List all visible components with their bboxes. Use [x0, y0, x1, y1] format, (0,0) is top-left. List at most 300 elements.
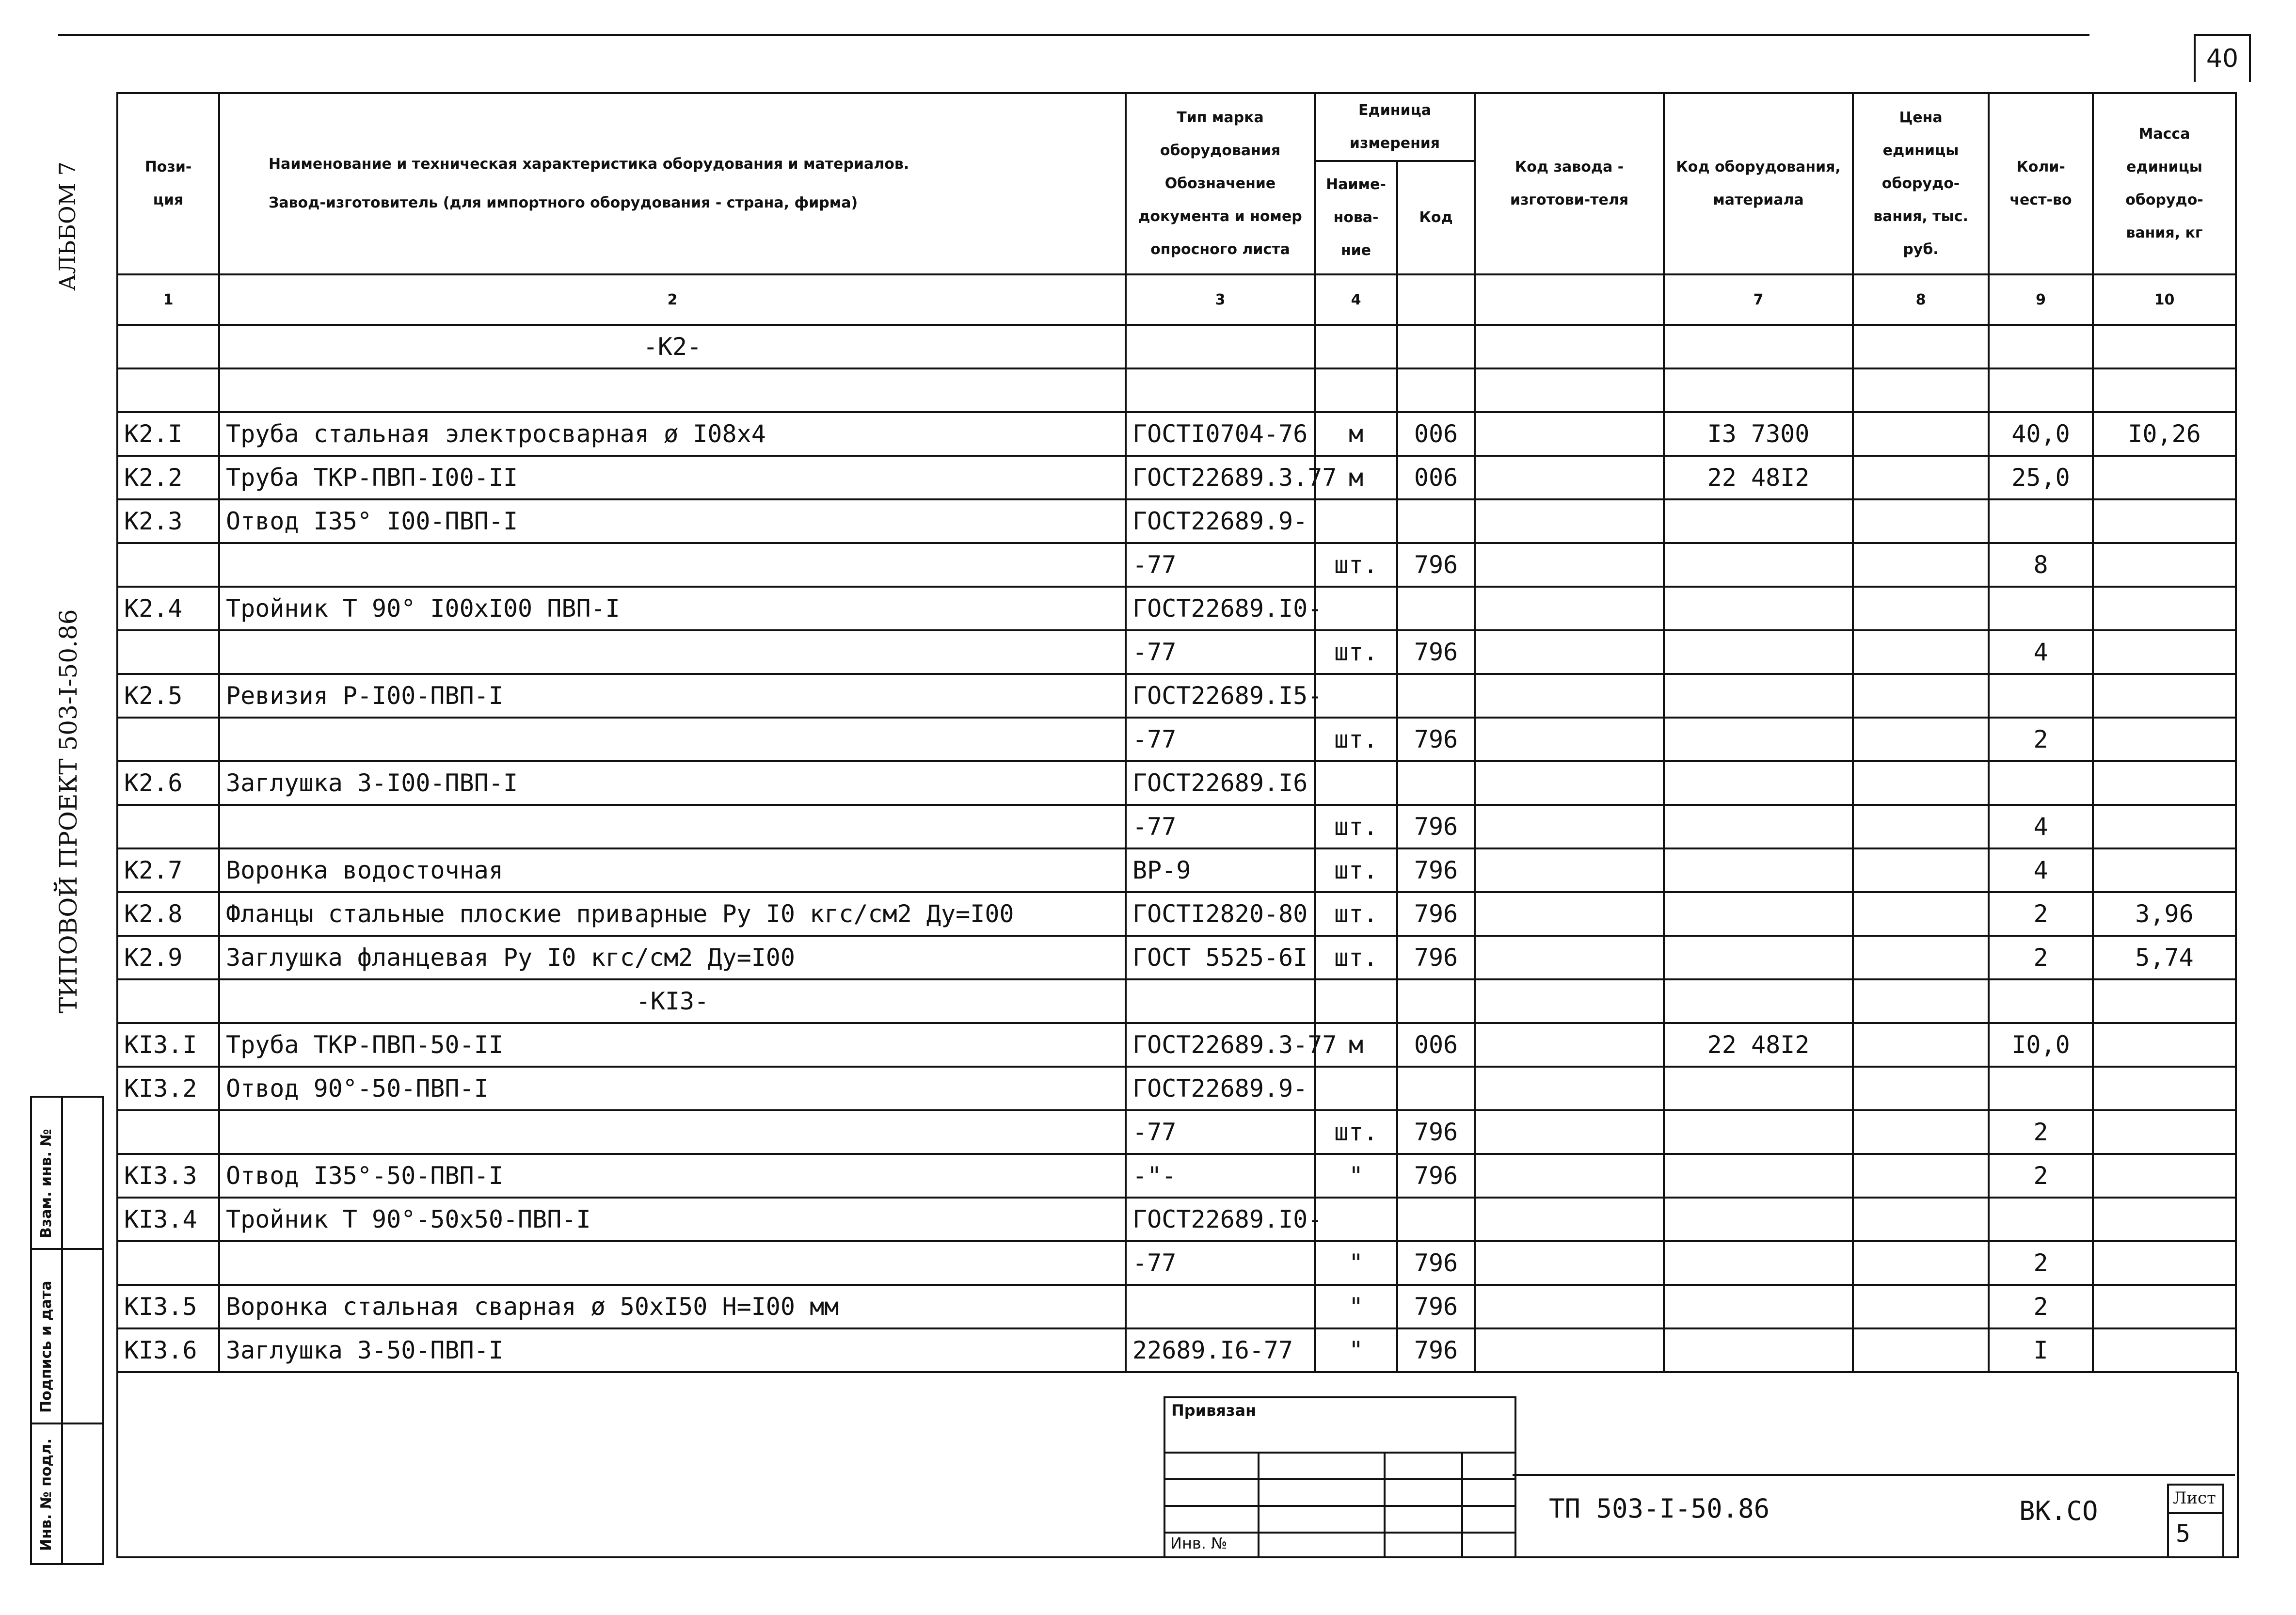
quantity-cell	[1989, 325, 2093, 368]
position-cell	[117, 718, 219, 761]
mass-cell	[2093, 848, 2236, 892]
unit-code-cell: 796	[1397, 936, 1475, 979]
specification-table	[116, 92, 2237, 1373]
unit-code-cell	[1397, 1067, 1475, 1110]
price-cell	[1853, 936, 1989, 979]
header-unit-name: Наиме-нова-ние	[1315, 161, 1397, 274]
album-label: АЛЬБОМ 7	[54, 161, 80, 291]
plant-code-cell	[1475, 368, 1664, 412]
table-row	[117, 892, 2236, 936]
material-code-cell	[1664, 587, 1853, 630]
plant-code-cell	[1475, 979, 1664, 1023]
name-cell: Труба стальная электросварная ø I08x4	[219, 412, 1126, 456]
plant-code-cell	[1475, 674, 1664, 718]
name-cell: Отвод I35° I00-ПВП-I	[219, 499, 1126, 543]
unit-cell	[1315, 368, 1397, 412]
doc-cell: ГОСТ22689.I0-	[1126, 1198, 1315, 1241]
header-unit-group: Единица измерения	[1315, 93, 1475, 161]
price-cell	[1853, 805, 1989, 848]
doc-cell: 22689.I6-77	[1126, 1328, 1315, 1372]
unit-code-cell	[1397, 325, 1475, 368]
material-code-cell	[1664, 892, 1853, 936]
material-code-cell	[1664, 674, 1853, 718]
price-cell	[1853, 543, 1989, 587]
quantity-cell: 25,0	[1989, 456, 2093, 499]
material-code-cell	[1664, 805, 1853, 848]
column-number: 9	[1989, 274, 2093, 325]
header-plant-code: Код завода - изготови-теля	[1475, 93, 1664, 274]
position-cell	[117, 630, 219, 674]
unit-code-cell	[1397, 1198, 1475, 1241]
mass-cell	[2093, 1110, 2236, 1154]
doc-cell: ГОСТ22689.I0-	[1126, 587, 1315, 630]
price-cell	[1853, 1198, 1989, 1241]
name-cell: Труба ТКР-ПВП-I00-II	[219, 456, 1126, 499]
price-cell	[1853, 892, 1989, 936]
name-cell: Заглушка фланцевая Ру I0 кгс/см2 Ду=I00	[219, 936, 1126, 979]
unit-cell: шт.	[1315, 630, 1397, 674]
price-cell	[1853, 979, 1989, 1023]
doc-cell: ГОСТ22689.9-	[1126, 499, 1315, 543]
header-mass: Масса единицы оборудо-вания, кг	[2093, 93, 2236, 274]
mass-cell	[2093, 368, 2236, 412]
plant-code-cell	[1475, 1154, 1664, 1198]
plant-code-cell	[1475, 761, 1664, 805]
doc-cell: -"-	[1126, 1154, 1315, 1198]
plant-code-cell	[1475, 1067, 1664, 1110]
plant-code-cell	[1475, 1285, 1664, 1328]
price-cell	[1853, 718, 1989, 761]
sheet-number: 5	[2176, 1519, 2191, 1548]
unit-cell: м	[1315, 456, 1397, 499]
table-row	[117, 1198, 2236, 1241]
project-label: ТИПОВОЙ ПРОЕКТ 503-I-50.86	[54, 609, 82, 1013]
unit-code-cell: 796	[1397, 805, 1475, 848]
header-unit-code: Код	[1397, 161, 1475, 274]
quantity-cell: 2	[1989, 1241, 2093, 1285]
doc-cell: ГОСТI2820-80	[1126, 892, 1315, 936]
unit-cell	[1315, 1067, 1397, 1110]
mass-cell	[2093, 674, 2236, 718]
name-cell: Тройник Т 90°-50x50-ПВП-I	[219, 1198, 1126, 1241]
unit-cell	[1315, 1198, 1397, 1241]
price-cell	[1853, 674, 1989, 718]
material-code-cell	[1664, 1328, 1853, 1372]
price-cell	[1853, 325, 1989, 368]
unit-code-cell: 796	[1397, 892, 1475, 936]
position-cell: К2.5	[117, 674, 219, 718]
mass-cell: 3,96	[2093, 892, 2236, 936]
header-doc: Тип марка оборудования Обозначение документа и номер опросного листа	[1126, 93, 1315, 274]
table-row	[117, 1328, 2236, 1372]
unit-cell: "	[1315, 1154, 1397, 1198]
table-row	[117, 1067, 2236, 1110]
price-cell	[1853, 1067, 1989, 1110]
mass-cell	[2093, 325, 2236, 368]
unit-code-cell	[1397, 979, 1475, 1023]
unit-cell	[1315, 587, 1397, 630]
table-row	[117, 412, 2236, 456]
side-stamp-inv-podl: Инв. № подл.	[38, 1438, 55, 1551]
column-number: 2	[219, 274, 1126, 325]
position-cell	[117, 543, 219, 587]
quantity-cell: 2	[1989, 1154, 2093, 1198]
material-code-cell	[1664, 368, 1853, 412]
quantity-cell: 4	[1989, 848, 2093, 892]
unit-cell: шт.	[1315, 848, 1397, 892]
doc-cell	[1126, 368, 1315, 412]
material-code-cell	[1664, 1154, 1853, 1198]
mass-cell	[2093, 630, 2236, 674]
table-row	[117, 1023, 2236, 1067]
side-stamp-vzam-inv: Взам. инв. №	[38, 1129, 55, 1238]
inv-no-label: Инв. №	[1170, 1534, 1228, 1552]
quantity-cell: 2	[1989, 718, 2093, 761]
material-code-cell	[1664, 1067, 1853, 1110]
quantity-cell	[1989, 674, 2093, 718]
unit-cell	[1315, 325, 1397, 368]
material-code-cell	[1664, 979, 1853, 1023]
quantity-cell	[1989, 979, 2093, 1023]
name-cell	[219, 630, 1126, 674]
unit-code-cell: 796	[1397, 718, 1475, 761]
position-cell: К2.8	[117, 892, 219, 936]
price-cell	[1853, 412, 1989, 456]
doc-cell: ГОСТ22689.I5-	[1126, 674, 1315, 718]
name-cell: Отвод I35°-50-ПВП-I	[219, 1154, 1126, 1198]
mass-cell	[2093, 1198, 2236, 1241]
material-code-cell	[1664, 718, 1853, 761]
material-code-cell: 22 48I2	[1664, 456, 1853, 499]
specification-body	[117, 325, 2236, 1372]
quantity-cell: I0,0	[1989, 1023, 2093, 1067]
section-heading-row	[117, 325, 2236, 368]
position-cell: КI3.I	[117, 1023, 219, 1067]
document-mark: ВК.СО	[2019, 1496, 2098, 1526]
table-row	[117, 456, 2236, 499]
doc-cell: -77	[1126, 1241, 1315, 1285]
price-cell	[1853, 1023, 1989, 1067]
position-cell: К2.6	[117, 761, 219, 805]
quantity-cell	[1989, 761, 2093, 805]
position-cell: К2.2	[117, 456, 219, 499]
table-row	[117, 543, 2236, 587]
top-border-line	[58, 34, 2089, 36]
doc-cell: -77	[1126, 543, 1315, 587]
plant-code-cell	[1475, 1198, 1664, 1241]
quantity-cell: 4	[1989, 805, 2093, 848]
quantity-cell: 2	[1989, 936, 2093, 979]
mass-cell: I0,26	[2093, 412, 2236, 456]
price-cell	[1853, 630, 1989, 674]
doc-cell	[1126, 1285, 1315, 1328]
position-cell	[117, 325, 219, 368]
table-row	[117, 1285, 2236, 1328]
header-quantity: Коли-чест-во	[1989, 93, 2093, 274]
material-code-cell	[1664, 543, 1853, 587]
mass-cell	[2093, 1154, 2236, 1198]
unit-code-cell	[1397, 761, 1475, 805]
doc-cell: -77	[1126, 718, 1315, 761]
mass-cell	[2093, 543, 2236, 587]
unit-code-cell: 796	[1397, 1241, 1475, 1285]
doc-cell: -77	[1126, 1110, 1315, 1154]
position-cell: К2.4	[117, 587, 219, 630]
quantity-cell	[1989, 1067, 2093, 1110]
unit-code-cell: 796	[1397, 1110, 1475, 1154]
material-code-cell	[1664, 761, 1853, 805]
position-cell: КI3.2	[117, 1067, 219, 1110]
position-cell	[117, 368, 219, 412]
quantity-cell: 40,0	[1989, 412, 2093, 456]
material-code-cell	[1664, 1241, 1853, 1285]
doc-cell: -77	[1126, 805, 1315, 848]
unit-cell	[1315, 979, 1397, 1023]
table-row	[117, 1110, 2236, 1154]
section-heading-row	[117, 979, 2236, 1023]
unit-code-cell	[1397, 368, 1475, 412]
position-cell: К2.3	[117, 499, 219, 543]
material-code-cell	[1664, 936, 1853, 979]
plant-code-cell	[1475, 892, 1664, 936]
name-cell: -К2-	[219, 325, 1126, 368]
sheet-corner-number: 40	[2206, 44, 2239, 73]
material-code-cell	[1664, 1198, 1853, 1241]
unit-cell	[1315, 674, 1397, 718]
unit-code-cell: 796	[1397, 1328, 1475, 1372]
name-cell: Заглушка З-I00-ПВП-I	[219, 761, 1126, 805]
mass-cell	[2093, 718, 2236, 761]
quantity-cell: 8	[1989, 543, 2093, 587]
quantity-cell	[1989, 499, 2093, 543]
plant-code-cell	[1475, 718, 1664, 761]
name-cell	[219, 718, 1126, 761]
unit-cell	[1315, 761, 1397, 805]
mass-cell	[2093, 979, 2236, 1023]
table-row	[117, 848, 2236, 892]
price-cell	[1853, 761, 1989, 805]
price-cell	[1853, 848, 1989, 892]
position-cell: К2.I	[117, 412, 219, 456]
position-cell: КI3.5	[117, 1285, 219, 1328]
plant-code-cell	[1475, 587, 1664, 630]
name-cell: Труба ТКР-ПВП-50-II	[219, 1023, 1126, 1067]
table-row	[117, 587, 2236, 630]
material-code-cell: I3 7300	[1664, 412, 1853, 456]
table-row	[117, 630, 2236, 674]
plant-code-cell	[1475, 1023, 1664, 1067]
unit-code-cell: 796	[1397, 543, 1475, 587]
unit-cell: шт.	[1315, 543, 1397, 587]
material-code-cell	[1664, 848, 1853, 892]
name-cell: Отвод 90°-50-ПВП-I	[219, 1067, 1126, 1110]
doc-cell: ГОСТ 5525-6I	[1126, 936, 1315, 979]
material-code-cell	[1664, 499, 1853, 543]
price-cell	[1853, 1110, 1989, 1154]
name-cell: Ревизия Р-I00-ПВП-I	[219, 674, 1126, 718]
column-number: 1	[117, 274, 219, 325]
table-row	[117, 368, 2236, 412]
mass-cell	[2093, 1067, 2236, 1110]
table-row	[117, 761, 2236, 805]
unit-cell: шт.	[1315, 936, 1397, 979]
name-cell	[219, 543, 1126, 587]
material-code-cell	[1664, 1110, 1853, 1154]
column-number	[1397, 274, 1475, 325]
privyazan-label: Привязан	[1171, 1401, 1257, 1420]
side-stamp-podpis: Подпись и дата	[38, 1280, 55, 1413]
column-number: 3	[1126, 274, 1315, 325]
doc-cell: ГОСТ22689.9-	[1126, 1067, 1315, 1110]
material-code-cell	[1664, 630, 1853, 674]
table-row	[117, 499, 2236, 543]
name-cell	[219, 805, 1126, 848]
sheet-label: Лист	[2173, 1488, 2216, 1508]
price-cell	[1853, 587, 1989, 630]
quantity-cell: 2	[1989, 1285, 2093, 1328]
sheet-number-box	[2167, 1484, 2224, 1558]
unit-code-cell	[1397, 674, 1475, 718]
side-stamp-block	[30, 1096, 104, 1565]
position-cell: КI3.3	[117, 1154, 219, 1198]
material-code-cell: 22 48I2	[1664, 1023, 1853, 1067]
header-position: Пози- ция	[117, 93, 219, 274]
plant-code-cell	[1475, 325, 1664, 368]
unit-cell: м	[1315, 1023, 1397, 1067]
plant-code-cell	[1475, 936, 1664, 979]
column-number: 4	[1315, 274, 1397, 325]
doc-cell	[1126, 325, 1315, 368]
mass-cell	[2093, 587, 2236, 630]
position-cell	[117, 805, 219, 848]
price-cell	[1853, 1328, 1989, 1372]
doc-cell: ГОСТ22689.I6	[1126, 761, 1315, 805]
name-cell	[219, 1241, 1126, 1285]
position-cell: К2.7	[117, 848, 219, 892]
position-cell: К2.9	[117, 936, 219, 979]
price-cell	[1853, 1241, 1989, 1285]
quantity-cell: 2	[1989, 892, 2093, 936]
table-row	[117, 805, 2236, 848]
unit-cell: шт.	[1315, 892, 1397, 936]
quantity-cell	[1989, 587, 2093, 630]
plant-code-cell	[1475, 848, 1664, 892]
price-cell	[1853, 1154, 1989, 1198]
quantity-cell: 4	[1989, 630, 2093, 674]
column-numbers-row	[117, 274, 2236, 325]
sheet-corner-box	[2194, 34, 2251, 82]
plant-code-cell	[1475, 456, 1664, 499]
plant-code-cell	[1475, 543, 1664, 587]
unit-cell: "	[1315, 1285, 1397, 1328]
unit-cell: м	[1315, 412, 1397, 456]
quantity-cell: I	[1989, 1328, 2093, 1372]
position-cell	[117, 1241, 219, 1285]
mass-cell	[2093, 761, 2236, 805]
name-cell	[219, 1110, 1126, 1154]
material-code-cell	[1664, 325, 1853, 368]
name-cell: Тройник Т 90° I00xI00 ПВП-I	[219, 587, 1126, 630]
plant-code-cell	[1475, 630, 1664, 674]
plant-code-cell	[1475, 1241, 1664, 1285]
plant-code-cell	[1475, 805, 1664, 848]
mass-cell	[2093, 1328, 2236, 1372]
unit-cell: шт.	[1315, 805, 1397, 848]
name-cell: -КI3-	[219, 979, 1126, 1023]
unit-code-cell	[1397, 587, 1475, 630]
document-code: ТП 503-I-50.86	[1549, 1493, 1770, 1524]
unit-code-cell: 796	[1397, 1285, 1475, 1328]
doc-cell: ГОСТ22689.3-77	[1126, 1023, 1315, 1067]
position-cell	[117, 1110, 219, 1154]
name-cell: Воронка водосточная	[219, 848, 1126, 892]
position-cell: КI3.6	[117, 1328, 219, 1372]
unit-code-cell: 796	[1397, 1154, 1475, 1198]
quantity-cell	[1989, 368, 2093, 412]
doc-cell: ГОСТ22689.3.77	[1126, 456, 1315, 499]
position-cell	[117, 979, 219, 1023]
price-cell	[1853, 1285, 1989, 1328]
price-cell	[1853, 368, 1989, 412]
unit-code-cell	[1397, 499, 1475, 543]
unit-cell: шт.	[1315, 718, 1397, 761]
unit-cell: "	[1315, 1328, 1397, 1372]
unit-code-cell: 796	[1397, 848, 1475, 892]
name-cell: Фланцы стальные плоские приварные Ру I0 кгс/см2 Ду=I00	[219, 892, 1126, 936]
unit-cell	[1315, 499, 1397, 543]
unit-cell: "	[1315, 1241, 1397, 1285]
header-price: Цена единицы оборудо-вания, тыс. руб.	[1853, 93, 1989, 274]
plant-code-cell	[1475, 1328, 1664, 1372]
table-row	[117, 1154, 2236, 1198]
table-row	[117, 718, 2236, 761]
name-cell	[219, 368, 1126, 412]
name-cell: Заглушка З-50-ПВП-I	[219, 1328, 1126, 1372]
name-cell: Воронка стальная сварная ø 50xI50 Н=I00 мм	[219, 1285, 1126, 1328]
column-number: 10	[2093, 274, 2236, 325]
unit-code-cell: 006	[1397, 456, 1475, 499]
price-cell	[1853, 499, 1989, 543]
column-number	[1475, 274, 1664, 325]
doc-cell: ГОСТI0704-76	[1126, 412, 1315, 456]
privyazan-block	[1164, 1396, 1516, 1558]
unit-code-cell: 796	[1397, 630, 1475, 674]
mass-cell	[2093, 1285, 2236, 1328]
unit-code-cell: 006	[1397, 412, 1475, 456]
material-code-cell	[1664, 1285, 1853, 1328]
doc-cell: -77	[1126, 630, 1315, 674]
doc-cell	[1126, 979, 1315, 1023]
plant-code-cell	[1475, 1110, 1664, 1154]
table-row	[117, 936, 2236, 979]
table-row	[117, 1241, 2236, 1285]
price-cell	[1853, 456, 1989, 499]
unit-code-cell: 006	[1397, 1023, 1475, 1067]
mass-cell	[2093, 805, 2236, 848]
mass-cell	[2093, 1241, 2236, 1285]
quantity-cell: 2	[1989, 1110, 2093, 1154]
plant-code-cell	[1475, 499, 1664, 543]
quantity-cell	[1989, 1198, 2093, 1241]
unit-cell: шт.	[1315, 1110, 1397, 1154]
header-name: Наименование и техническая характеристика оборудования и материалов. Завод-изготовитель (для импортного оборудования - страна, фирма)	[219, 93, 1126, 274]
column-number: 8	[1853, 274, 1989, 325]
position-cell: КI3.4	[117, 1198, 219, 1241]
table-row	[117, 674, 2236, 718]
mass-cell: 5,74	[2093, 936, 2236, 979]
header-material-code: Код оборудования, материала	[1664, 93, 1853, 274]
mass-cell	[2093, 499, 2236, 543]
